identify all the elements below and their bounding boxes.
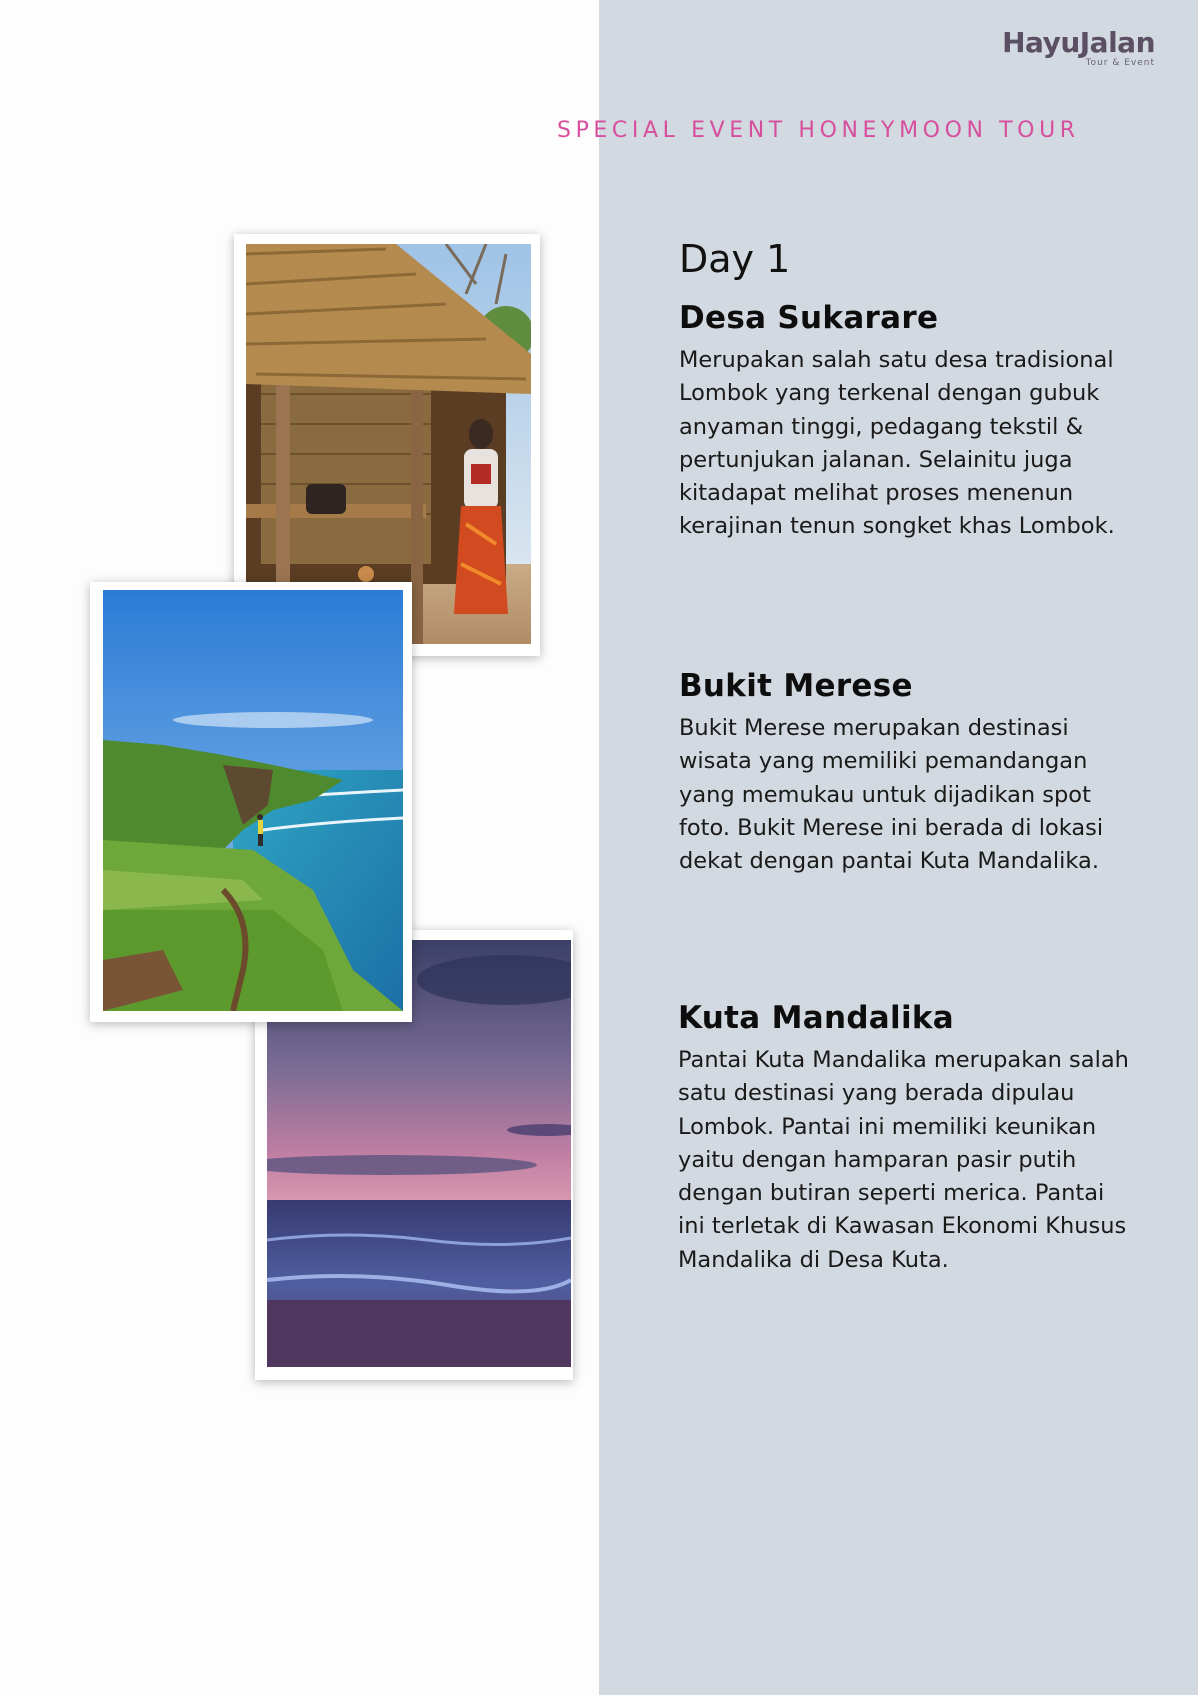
section-title: Kuta Mandalika [678, 1000, 955, 1036]
hill-coast-image [103, 590, 403, 1011]
brand-tagline: Tour & Event [1085, 58, 1155, 68]
section-bukit-merese [679, 666, 1139, 878]
event-title: SPECIAL EVENT HONEYMOON TOUR [557, 118, 1080, 143]
section-title: Desa Sukarare [679, 300, 939, 336]
section-description: Bukit Merese merupakan destinasi wisata yang memiliki pemandangan yang memukau untuk dijadikan spot foto. Bukit Merese ini berada di lokasi dekat dengan pantai Kuta Mandalika. [679, 715, 1104, 875]
day-title: Day 1 [679, 237, 791, 281]
section-kuta-mandalika [678, 998, 1138, 1277]
brand-name: HayuJalan [1002, 26, 1155, 59]
section-title: Bukit Merese [679, 668, 913, 704]
photo-bukit-merese [90, 582, 412, 1022]
section-description: Pantai Kuta Mandalika merupakan salah satu destinasi yang berada dipulau Lombok. Pantai ini memiliki keunikan yaitu dengan hamparan pasir putih dengan butiran seperti merica. Pantai ini terletak di Kawasan Ekonomi Khusus Mandalika di Desa Kuta. [678, 1047, 1129, 1273]
section-description: Merupakan salah satu desa tradisional Lombok yang terkenal dengan gubuk anyaman tinggi, pedagang tekstil & pertunjukan jalanan. Selainitu juga kitadapat melihat proses menenun kerajinan tenun songket khas Lombok. [679, 347, 1115, 540]
brand-logo [1002, 26, 1155, 68]
section-desa-sukarare [679, 298, 1139, 544]
